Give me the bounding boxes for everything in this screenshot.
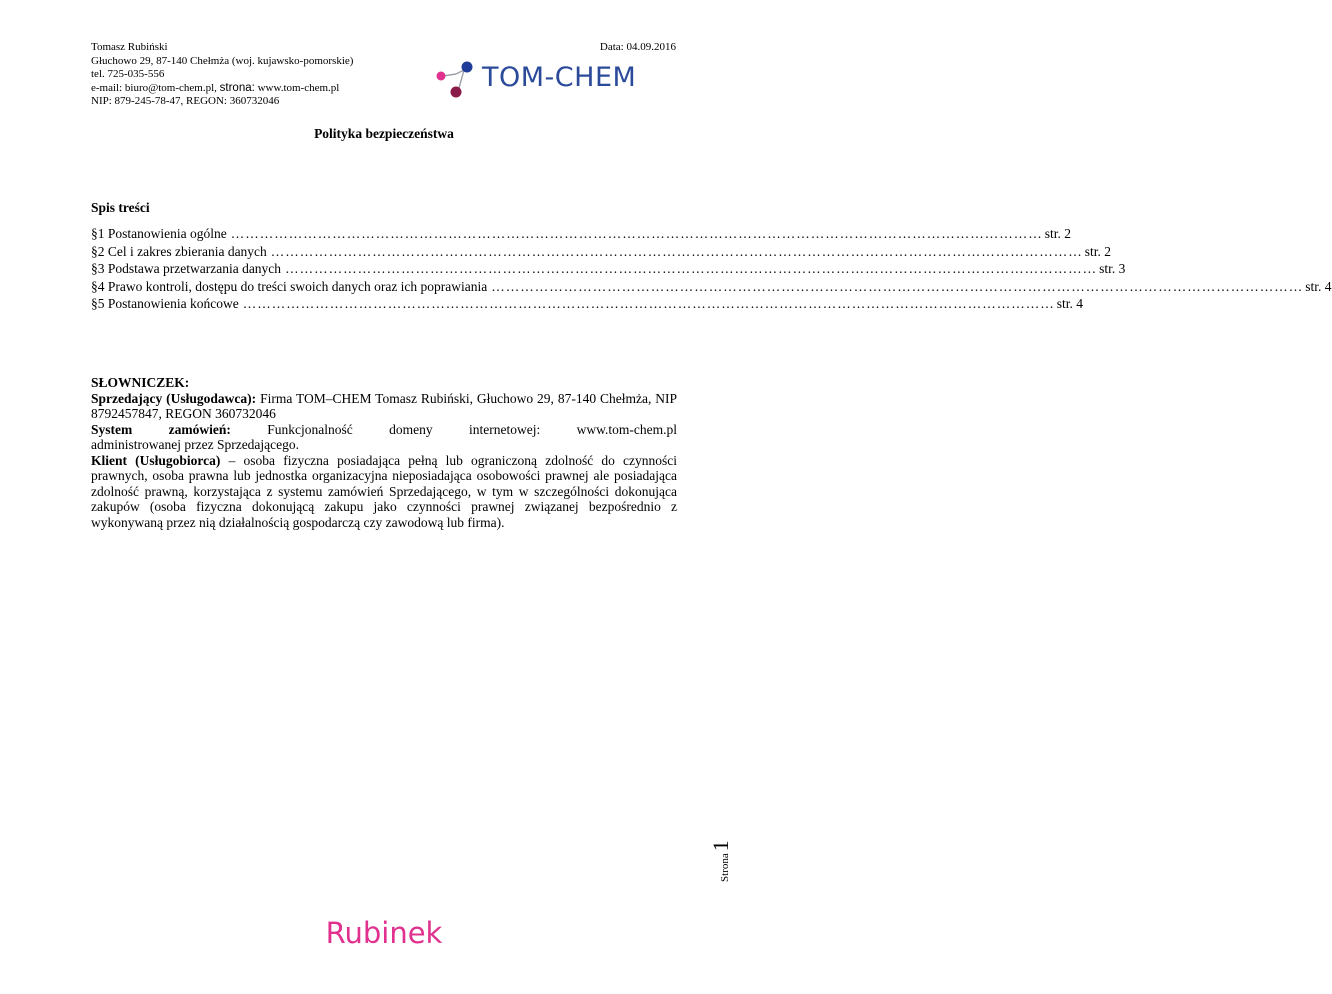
glossary-term: System zamówień: — [91, 421, 231, 437]
toc-item-page: str. 2 — [1044, 226, 1071, 241]
toc-item-page: str. 4 — [1056, 296, 1083, 311]
site-word: strona: — [219, 81, 255, 94]
glossary-term: Klient (Usługobiorca) — [91, 452, 221, 468]
company-address: Głuchowo 29, 87-140 Chełmża (woj. kujawsko-pomorskie) — [91, 54, 354, 67]
glossary-entry-seller — [91, 391, 677, 422]
table-of-contents — [91, 225, 1332, 313]
toc-dot-leader: …………………………………………………………………………………………………………………………………………………… — [242, 296, 1055, 311]
company-phone: tel. 725-035-556 — [91, 68, 165, 81]
toc-item[interactable] — [91, 225, 1071, 243]
document-title: Polityka bezpieczeństwa — [314, 126, 454, 141]
page-label: Strona — [719, 853, 731, 882]
company-email-site — [91, 82, 431, 96]
company-site: www.tom-chem.pl — [254, 81, 340, 94]
glossary-heading: SŁOWNICZEK: — [91, 375, 190, 390]
toc-item-page: str. 2 — [1084, 243, 1112, 259]
glossary-definition: Firma TOM–CHEM Tomasz Rubiński, Głuchowo 29, 87-140 Chełmża, NIP 8792457847, REGON 360732046 — [91, 390, 677, 421]
molecule-icon — [434, 58, 482, 102]
document-date: Data: 04.09.2016 — [599, 41, 676, 53]
glossary-entry-system — [91, 422, 677, 438]
glossary-definition: Funkcjonalność domeny internetowej: www.tom-chem.pl — [230, 421, 677, 437]
toc-item[interactable] — [91, 243, 1112, 261]
company-name: Tomasz Rubiński — [91, 41, 168, 53]
toc-item-label: §2 Cel i zakres zbierania danych — [91, 243, 267, 259]
page-number-marker — [708, 840, 733, 882]
sender-block — [91, 41, 431, 109]
company-email: e-mail: biuro@tom-chem.pl, — [91, 81, 220, 94]
glossary-entry-client — [91, 453, 677, 531]
toc-item[interactable] — [91, 295, 1083, 313]
toc-item-page: str. 3 — [1099, 261, 1126, 276]
toc-item-label: §3 Podstawa przetwarzania danych — [91, 261, 282, 276]
toc-heading: Spis treści — [91, 200, 150, 215]
toc-dot-leader: …………………………………………………………………………………………………………………………………………………… — [270, 243, 1083, 259]
toc-dot-leader: …………………………………………………………………………………………………………………………………………………… — [285, 261, 1098, 276]
glossary-definition: – osoba fizyczna posiadająca pełną lub ograniczoną zdolność do czynności prawnych, osoba prawna lub jednostka organizacyjna nieposiadająca osobowości prawnej ale posiadająca zdolność prawną, korzystająca z systemu zamówień Sprzedającego, w tym w szczególności dokonująca zakupów (osoba fizyczna dokonującą zakupu jako czynności prawnej związanej bezpośrednio z wykonywaną przez nią działalnością gospodarczą czy zawodową lub firma). — [91, 452, 678, 530]
logo-text: TOM-CHEM — [482, 62, 637, 93]
page-number: 1 — [708, 840, 733, 852]
toc-item-label: §5 Postanowienia końcowe — [91, 296, 239, 311]
toc-item-label: §1 Postanowienia ogólne — [91, 226, 227, 241]
toc-item[interactable] — [91, 278, 1332, 296]
glossary-term: Sprzedający (Usługodawca): — [91, 390, 257, 406]
footer-brand: Rubinek — [325, 916, 443, 950]
glossary — [91, 375, 677, 530]
tom-chem-logo — [434, 58, 678, 102]
company-nip-regon: NIP: 879-245-78-47, REGON: 360732046 — [91, 95, 280, 108]
toc-item-label: §4 Prawo kontroli, dostępu do treści swoich danych oraz ich poprawiania — [91, 278, 488, 294]
glossary-entry-system-cont: administrowanej przez Sprzedającego. — [91, 437, 300, 452]
toc-dot-leader: …………………………………………………………………………………………………………………………………………………… — [230, 226, 1043, 241]
toc-item[interactable] — [91, 260, 1126, 278]
toc-dot-leader: …………………………………………………………………………………………………………………………………………………… — [491, 278, 1304, 294]
toc-item-page: str. 4 — [1305, 278, 1332, 294]
